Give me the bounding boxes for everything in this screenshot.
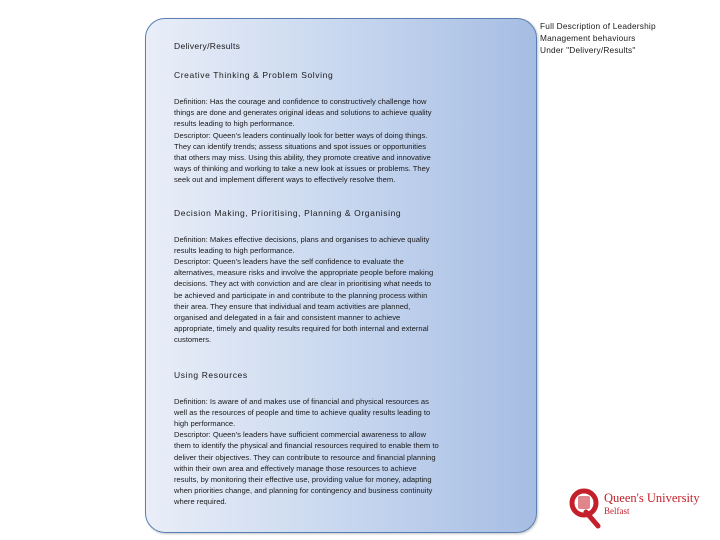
q-crest-icon (568, 486, 602, 530)
section-descriptor: Descriptor: Queen's leaders have the self confidence to evaluate the alternatives, measure risks and involve the appropriate people before making decisions. They act with conviction and are clear in prioritising what needs to be achieved and participate in and contribute to the planning process within their area. They ensure that individual and team activities are planned, organised and delegated in a fair and consistent manner to achieve appropriate, timely and quality results required for both internal and external customers. (174, 257, 434, 345)
logo-text (604, 492, 700, 518)
university-logo (568, 486, 708, 530)
panel-title: Delivery/Results (174, 41, 241, 51)
logo-line2: Belfast (604, 506, 630, 516)
section-descriptor: Descriptor: Queen's leaders have sufficient commercial awareness to allow them to identify the physical and financial resources required to enable them to deliver their objectives. They can contribute to resource and financial planning within their own area and effectively manage those resources to achieve results, by monitoring their effective use, providing value for money, adapting when priorities change, and planning for contingency and business continuity where required. (174, 430, 439, 507)
section-heading: Using Resources (174, 369, 248, 380)
side-note (540, 20, 715, 56)
section-definition: Definition: Is aware of and makes use of financial and physical resources as well as the resources of people and time to achieve quality results leading to high performance. (174, 396, 431, 429)
section-heading: Decision Making, Prioritising, Planning & Organising (174, 207, 402, 218)
section-descriptor: Descriptor: Queen's leaders continually look for better ways of doing things. They can identify trends; assess situations and spot issues or opportunities that others may miss. Using this ability, they promote creative and innovative ways of thinking and working to take a new look at issues or problems. They seek out and implement different ways to effectively resolve them. (174, 130, 431, 185)
side-note-text: Full Description of Leadership Management behaviours Under "Delivery/Results" (540, 21, 656, 55)
logo-line1: Queen's University (604, 491, 700, 505)
delivery-results-panel (145, 18, 537, 533)
section-definition: Definition: Makes effective decisions, plans and organises to achieve quality results leading to high performance. (174, 234, 430, 255)
section-heading: Creative Thinking & Problem Solving (174, 70, 334, 80)
section-definition: Definition: Has the courage and confidence to constructively challenge how things are done and generates original ideas and solutions to achieve quality results leading to high performance. (174, 97, 432, 129)
